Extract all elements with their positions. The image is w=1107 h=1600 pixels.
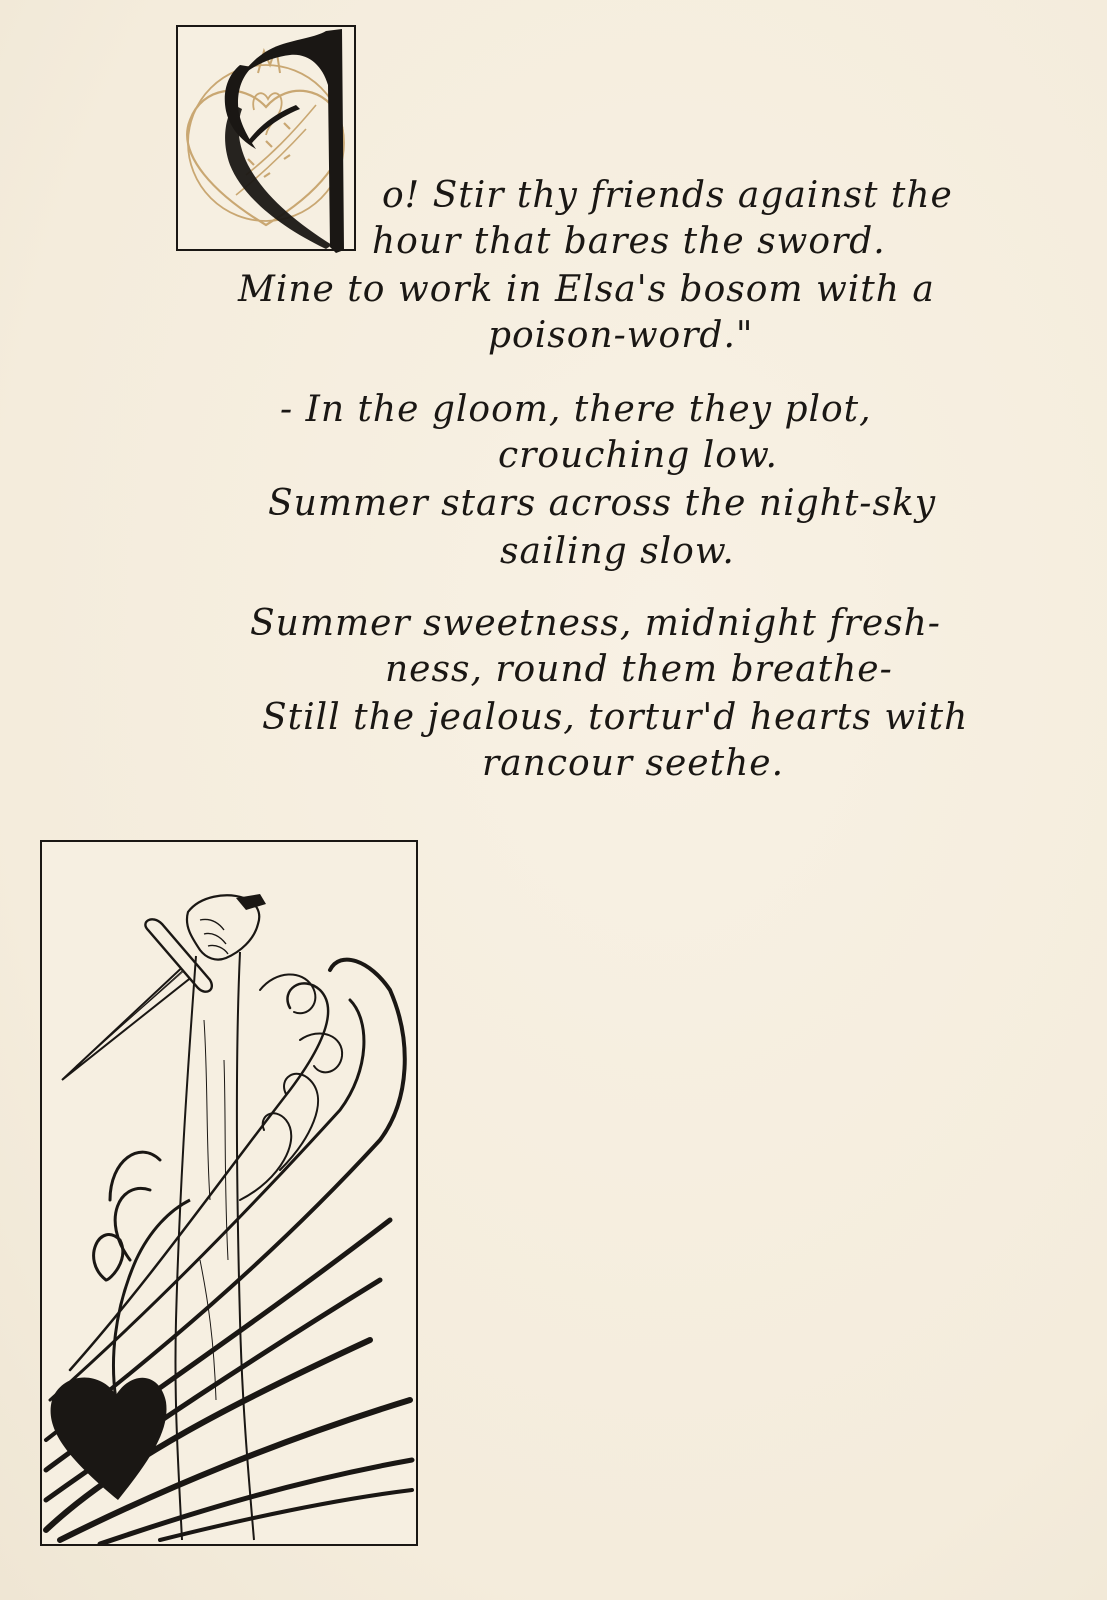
poem-line: crouching low.: [498, 435, 778, 476]
poem-line: Summer sweetness, midnight fresh-: [250, 603, 941, 644]
dagger-heart-icon: [40, 840, 418, 1546]
poem-line: Mine to work in Elsa's bosom with a: [238, 269, 935, 310]
poem-line: - In the gloom, there they plot,: [280, 389, 872, 430]
poem-line: poison-word.": [488, 315, 754, 356]
poem-line: rancour seethe.: [482, 743, 785, 784]
poem-line: o! Stir thy friends against the: [382, 175, 953, 216]
poem-line: Summer stars across the night-sky: [268, 483, 937, 524]
illuminated-dropcap: [176, 25, 362, 255]
poem-line: Still the jealous, tortur'd hearts with: [262, 697, 969, 738]
dagger-heart-illustration: [40, 840, 418, 1546]
poem-line: hour that bares the sword.: [372, 221, 886, 262]
poem-line: ness, round them breathe-: [385, 649, 893, 690]
poem-line: sailing slow.: [500, 531, 735, 572]
dropcap-heart-icon: [176, 25, 362, 255]
